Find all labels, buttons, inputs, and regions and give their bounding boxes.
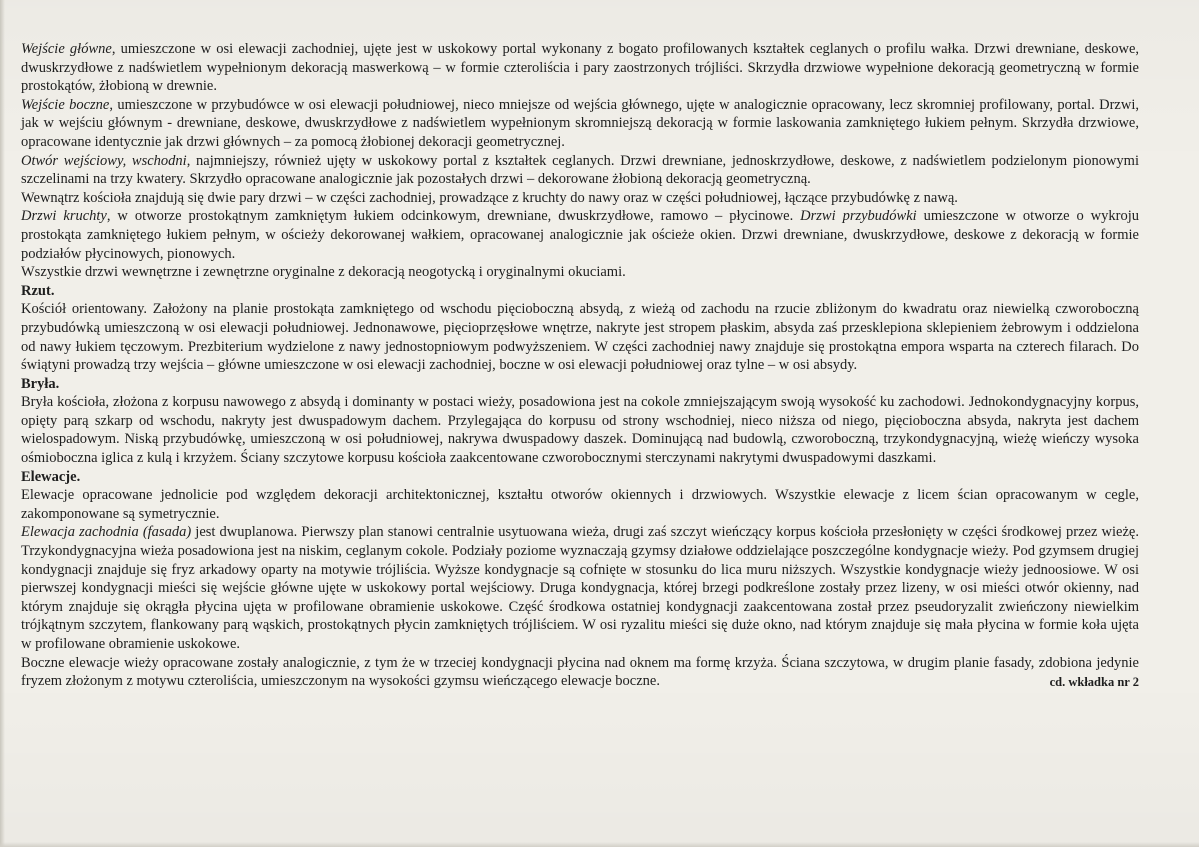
paragraph-text: Wewnątrz kościoła znajdują się dwie pary drzwi – w części zachodniej, prowadzące z kruchty do nawy oraz w części południowej, łączące przybudówkę z nawą.: [21, 189, 958, 206]
paragraph-text-secondary: umieszczone w otworze o wykroju prostokąta zamkniętego łukiem pełnym, w ościeży dekorowanej wałkiem, opracowanej analogicznie jak ościeże okien. Drzwi drewniane, dwuskrzydłowe, deskowe z dekoracją w formie podziałów płycinowych, pionowych.: [21, 208, 1139, 262]
paragraph-plan: [21, 300, 1139, 374]
paragraph-side-entrance: [21, 96, 1139, 152]
paragraph-text: Elewacje opracowane jednolicie pod względem dekoracji architektonicznej, kształtu otworów okiennych i drzwiowych. Wszystkie elewacje z licem ścian opracowanym w cegle, zakomponowane są symetrycznie.: [21, 487, 1139, 522]
paragraph-text: , w otworze prostokątnym zamkniętym łukiem odcinkowym, drewniane, dwuskrzydłowe, ramowo – płycinowe.: [106, 208, 801, 225]
scan-edge-left: [0, 0, 5, 847]
heading-text: Elewacje: [21, 468, 77, 485]
paragraph-interior-doors: [21, 189, 1139, 208]
lead-term: Wejście główne: [21, 41, 112, 57]
lead-term: Otwór wejściowy, wschodni: [21, 152, 187, 169]
section-heading-rzut: Rzut.: [21, 282, 55, 299]
paragraph-text: Boczne elewacje wieży opracowane zostały analogicznie, z tym że w trzeciej kondygnacji płycina nad oknem ma formę krzyża. Ściana szczytowa, w drugim planie fasady, zdobiona jedynie fryzem złożonym z motywu czteroliścia, umieszczonym na wysokości gzymsu wieńczącego elewacje boczne.: [21, 654, 1139, 690]
continuation-reference: cd. wkładka nr 2: [1049, 675, 1139, 690]
paragraph-east-opening: [21, 152, 1139, 189]
paragraph-text: , umieszczone w przybudówce w osi elewacji południowej, nieco mniejsze od wejścia głównego, ujęte w analogicznie opracowany, lecz skromniej profilowany, portal. Drzwi, jak w wejściu głównym - drewniane, deskowe, dwuskrzydłowe z nadświetlem wypełnionym skromniejszą dekoracją w formie laskowania zamkniętego łukiem pełnym. Skrzydła drzwiowe, opracowane identycznie jak drzwi głównych – za pomocą żłobionej dekoracji geometrycznej.: [21, 96, 1139, 150]
paragraph-text: , umieszczone w osi elewacji zachodniej, ujęte jest w uskokowy portal wykonany z bogato profilowanych kształtek ceglanych o profilu wałka. Drzwi drewniane, deskowe, dwuskrzydłowe z nadświetlem wypełnionym dekoracją maswerkową – w formie czteroliścia i pary zaostrzonych trójliści. Skrzydła drzwiowe wypełnione dekoracją geometryczną w formie prostokątów, żłobioną w drewnie.: [21, 41, 1139, 95]
paragraph-text: , najmniejszy, również ujęty w uskokowy portal z kształtek ceglanych. Drzwi drewniane, jednoskrzydłowe, deskowe, z nadświetlem podzielonym pionowymi szczelinami na trzy kwatery. Skrzydło opracowane analogicznie jak pozostałych drzwi – dekorowane żłobioną dekoracją geometryczną.: [21, 152, 1139, 188]
section-heading-elewacje: Elewacje.: [21, 468, 81, 485]
paragraph-text: Bryła kościoła, złożona z korpusu nawowego z absydą i dominanty w postaci wieży, posadowiona jest na cokole zmniejszającym swoją wysokość ku zachodowi. Jednokondygnacyjny korpus, opięty parą szkarp od wschodu, nakryty jest dwuspadowym dachem. Przylegająca do korpusu od strony wschodniej, nieco niższa od niego, pięcioboczna absyda, nakryta jest dachem wielospadowym. Niską przybudówkę, umieszczoną w osi południowej, nakrywa dwuspadowy daszek. Dominującą nad budowlą, czworoboczną, trzykondygnacyjną, wieżę wieńczy wysoka ośmioboczna iglica z kulą i krzyżem. Ściany szczytowe korpusu kościoła zaakcentowane czworobocznymi sterczynami nakrytymi dwuspadowymi daszkami.: [21, 394, 1139, 467]
paragraph-all-doors: [21, 263, 1139, 282]
scan-edge-bottom: [0, 842, 1199, 847]
lead-term: Elewacja zachodnia (fasada): [21, 524, 192, 541]
paragraph-text: Wszystkie drzwi wewnętrzne i zewnętrzne oryginalne z dekoracją neogotycką i oryginalnymi okuciami.: [21, 264, 626, 281]
paragraph-text: Kościół orientowany. Założony na planie prostokąta zamkniętego od wschodu pięcioboczną absydą, z wieżą od zachodu na rzucie zbliżonym do kwadratu oraz niewielką czworoboczną przybudówką umieszczoną w osi elewacji południowej. Jednonawowe, pięcioprzęsłowe wnętrze, nakryte jest stropem płaskim, absyda zaś przesklepiona sklepieniem żebrowym i oddzielona od nawy łukiem tęczowym. Prezbiterium wydzielone z nawy jednostopniowym podwyższeniem. W części zachodniej nawy znajduje się prostokątna empora wsparta na czterech filarach. Do świątyni prowadzą trzy wejścia – główne umieszczone w osi elewacji zachodniej, boczne w osi elewacji południowej oraz tylne – w osi absydy.: [21, 301, 1139, 374]
lead-term-secondary: Drzwi przybudówki: [800, 208, 917, 225]
heading-text: Rzut: [21, 282, 51, 299]
paragraph-elevations-general: [21, 486, 1139, 523]
paragraph-west-elevation: [21, 523, 1139, 653]
section-heading-bryla: Bryła.: [21, 375, 60, 392]
paragraph-massing: [21, 393, 1139, 467]
lead-term: Drzwi kruchty: [21, 208, 107, 225]
paragraph-side-elevations: [21, 654, 1139, 691]
heading-text: Bryła: [21, 375, 56, 392]
document-body: [21, 40, 1139, 692]
paragraph-main-entrance: [21, 40, 1139, 96]
paragraph-text: jest dwuplanowa. Pierwszy plan stanowi centralnie usytuowana wieża, drugi zaś szczyt wieńczący korpus kościoła przesłonięty w części środkowej przez wieżę. Trzykondygnacyjna wieża posadowiona jest na niskim, ceglanym cokole. Podziały poziome wyznaczają gzymsy działowe oddzielające poszczególne kondygnacje wieży. Pod gzymsem drugiej kondygnacji znajduje się fryz arkadowy oparty na motywie trójliścia. Wyższe kondygnacje są cofnięte w stosunku do lica muru niższych. Wszystkie kondygnacje wieży jednoosiowe. W osi pierwszej kondygnacji mieści się wejście główne ujęte w uskokowy portal wejściowy. Druga kondygnacja, której brzegi podkreślone zostały przez lizeny, w osi mieści otwór okienny, nad którym znajduje się okrągła płycina ujęta w profilowane obramienie uskokowe. Część środkowa ostatniej kondygnacji zaakcentowana został przez pseudoryzalit zwieńczony niewielkim trójkątnym szczytem, flankowany parą wąskich, prostokątnych płycin zamkniętych trójliściem. W osi ryzalitu mieści się duże okno, nad którym znajduje się mała płycina w formie koła ujęta w profilowane obramienie uskokowe.: [21, 524, 1139, 652]
paragraph-porch-doors: [21, 207, 1139, 263]
lead-term: Wejście boczne: [21, 96, 110, 113]
